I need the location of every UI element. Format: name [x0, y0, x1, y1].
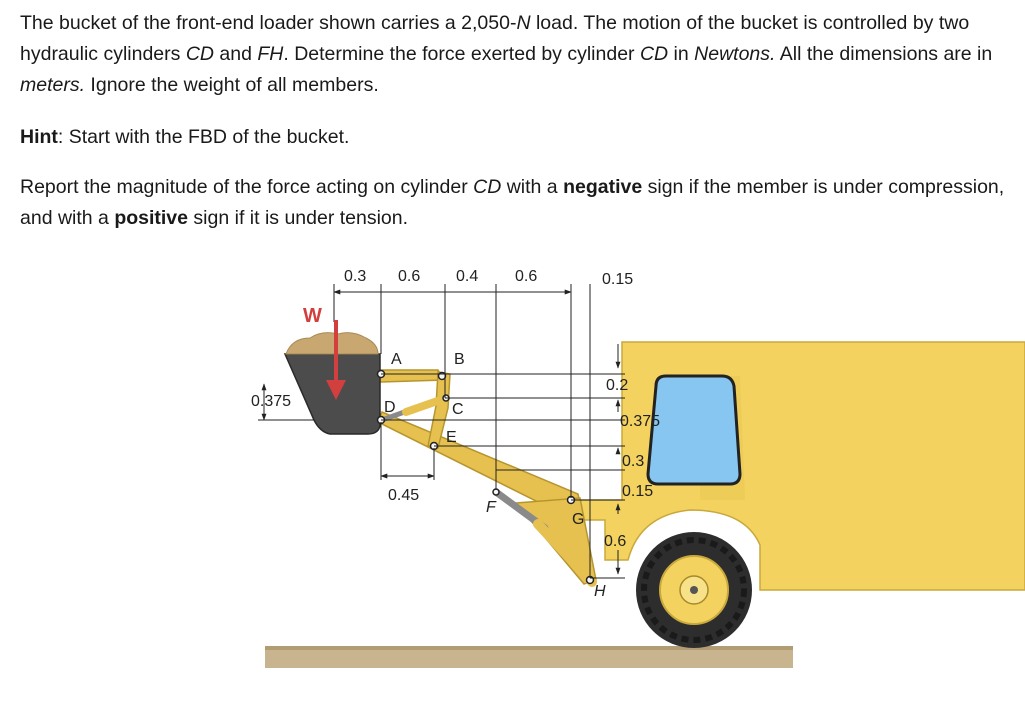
- statement-text: in: [668, 43, 695, 65]
- point-a-label: A: [391, 351, 402, 368]
- point-h-label: H: [594, 583, 606, 600]
- link-ab: [380, 370, 444, 382]
- dim-right-label: 0.375: [620, 413, 661, 430]
- report-text: sign if it is under tension.: [188, 207, 409, 229]
- cab-window: [648, 376, 740, 484]
- cylinder-cd-label: CD: [639, 43, 669, 65]
- unit-newtons: Newtons.: [694, 43, 776, 65]
- statement-text: and: [214, 43, 258, 65]
- bucket: [285, 354, 380, 434]
- point-e-label: E: [446, 429, 457, 446]
- negative-keyword: negative: [563, 176, 643, 198]
- dim-top-label: 0.6: [398, 268, 421, 285]
- dim-bottom-label: 0.45: [388, 487, 420, 504]
- bucket-load: [286, 333, 378, 354]
- point-c-label: C: [452, 401, 464, 418]
- ground: [265, 648, 793, 668]
- dim-left-label: 0.375: [251, 393, 292, 410]
- hint-text: : Start with the FBD of the bucket.: [57, 126, 350, 148]
- ground-shadow: [265, 646, 793, 650]
- statement-text: All the dimensions are in: [775, 43, 993, 65]
- statement-text: . Determine the force exerted by cylinder: [283, 43, 640, 65]
- dim-top-label: 0.4: [456, 268, 479, 285]
- dim-right-label: 0.2: [606, 377, 629, 394]
- report-text: Report the magnitude of the force acting on cylinder: [20, 176, 474, 198]
- report-text: sign if the member is under compression, and with a: [20, 176, 1005, 229]
- positive-keyword: positive: [114, 207, 188, 229]
- dim-right-label: 0.3: [622, 453, 645, 470]
- dim-top-label: 0.6: [515, 268, 538, 285]
- hint-label: Hint: [20, 126, 58, 148]
- statement-text: load. The motion of the bucket is controlled by two hydraulic cylinders: [20, 12, 970, 65]
- point-d-label: D: [384, 399, 396, 416]
- unit-newton: N: [516, 12, 531, 34]
- dim-right-label: 0.6: [604, 533, 627, 550]
- report-text: with a: [501, 176, 564, 198]
- unit-meters: meters.: [20, 74, 86, 96]
- statement-text: The bucket of the front-end loader shown carries a 2,050-: [20, 12, 517, 34]
- point-g-label: G: [572, 511, 585, 528]
- load-label: W: [303, 305, 322, 327]
- dim-right-label: 0.15: [622, 483, 654, 500]
- point-b-label: B: [454, 351, 465, 368]
- dim-top-label: 0.3: [344, 268, 367, 285]
- cylinder-fh-label: FH: [257, 43, 284, 65]
- cylinder-cd-label: CD: [473, 176, 502, 198]
- dim-top-label: 0.15: [602, 271, 634, 288]
- cylinder-cd-label: CD: [185, 43, 214, 65]
- statement-text: Ignore the weight of all members.: [85, 74, 379, 96]
- point-f-label: F: [486, 499, 496, 516]
- loader-wheel: [636, 532, 752, 648]
